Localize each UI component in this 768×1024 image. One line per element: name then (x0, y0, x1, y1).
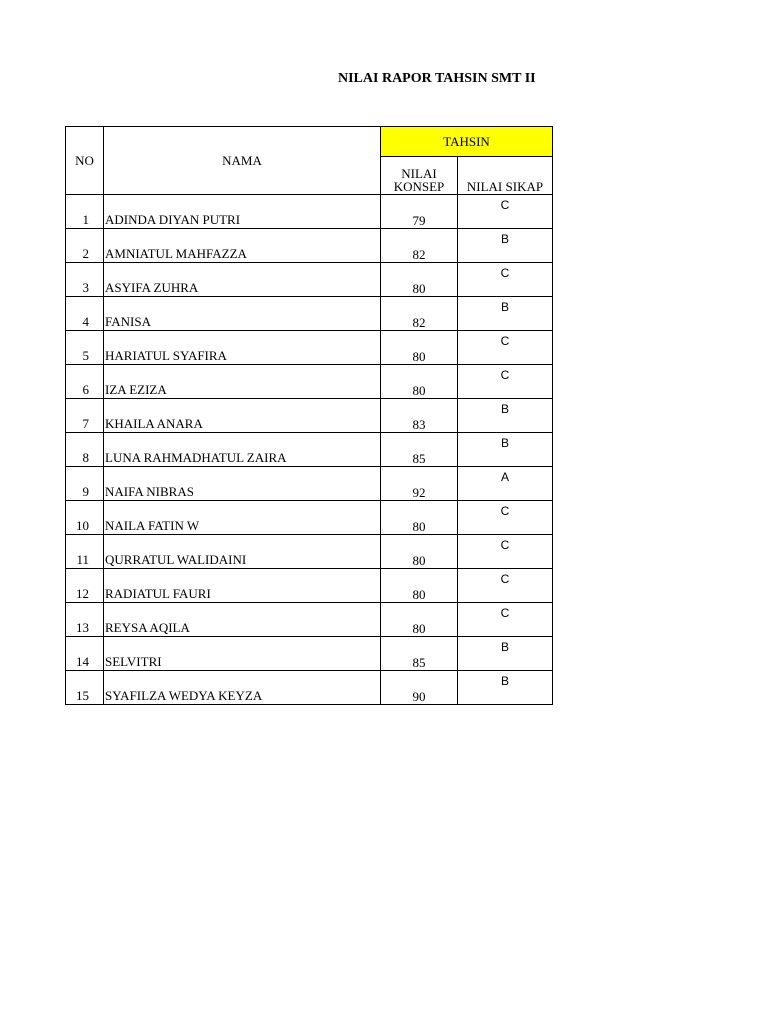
student-name-cell: AMNIATUL MAHFAZZA (104, 229, 381, 263)
nilai-sikap-cell: B (458, 671, 553, 705)
table-row (66, 297, 553, 331)
nilai-sikap-cell: A (458, 467, 553, 501)
nilai-konsep-cell: 85 (381, 637, 458, 671)
table-row (66, 433, 553, 467)
row-number-cell: 5 (66, 331, 104, 365)
page-title: NILAI RAPOR TAHSIN SMT II (338, 71, 536, 86)
table-row (66, 467, 553, 501)
nilai-sikap-cell: C (458, 331, 553, 365)
nilai-sikap-cell: B (458, 637, 553, 671)
nilai-sikap-cell: C (458, 501, 553, 535)
nilai-konsep-cell: 80 (381, 263, 458, 297)
student-name-cell: SYAFILZA WEDYA KEYZA (104, 671, 381, 705)
column-header-nilai-sikap: NILAI SIKAP (458, 157, 553, 195)
nilai-konsep-cell: 80 (381, 569, 458, 603)
nilai-sikap-cell: B (458, 433, 553, 467)
nilai-konsep-cell: 83 (381, 399, 458, 433)
nilai-sikap-cell: B (458, 399, 553, 433)
column-header-nilai-konsep: NILAI KONSEP (381, 157, 458, 195)
student-name-cell: KHAILA ANARA (104, 399, 381, 433)
row-number-cell: 10 (66, 501, 104, 535)
table-row (66, 603, 553, 637)
student-name-cell: FANISA (104, 297, 381, 331)
table-row (66, 671, 553, 705)
table-row (66, 229, 553, 263)
student-name-cell: IZA EZIZA (104, 365, 381, 399)
student-name-cell: SELVITRI (104, 637, 381, 671)
table-body (66, 195, 553, 705)
row-number-cell: 6 (66, 365, 104, 399)
row-number-cell: 13 (66, 603, 104, 637)
student-name-cell: ASYIFA ZUHRA (104, 263, 381, 297)
student-name-cell: ADINDA DIYAN PUTRI (104, 195, 381, 229)
table-header (66, 127, 553, 195)
nilai-sikap-cell: C (458, 535, 553, 569)
table-row (66, 399, 553, 433)
table-row (66, 501, 553, 535)
student-name-cell: NAILA FATIN W (104, 501, 381, 535)
nilai-konsep-cell: 80 (381, 535, 458, 569)
row-number-cell: 2 (66, 229, 104, 263)
student-name-cell: LUNA RAHMADHATUL ZAIRA (104, 433, 381, 467)
student-name-cell: HARIATUL SYAFIRA (104, 331, 381, 365)
grades-table (65, 126, 553, 705)
nilai-konsep-cell: 80 (381, 501, 458, 535)
column-header-nama: NAMA (104, 127, 381, 195)
row-number-cell: 4 (66, 297, 104, 331)
row-number-cell: 9 (66, 467, 104, 501)
row-number-cell: 11 (66, 535, 104, 569)
column-header-no: NO (66, 127, 104, 195)
table-row (66, 263, 553, 297)
column-group-header-tahsin: TAHSIN (381, 127, 553, 157)
nilai-konsep-cell: 79 (381, 195, 458, 229)
nilai-konsep-cell: 85 (381, 433, 458, 467)
nilai-sikap-cell: B (458, 297, 553, 331)
student-name-cell: QURRATUL WALIDAINI (104, 535, 381, 569)
table-row (66, 195, 553, 229)
row-number-cell: 8 (66, 433, 104, 467)
row-number-cell: 14 (66, 637, 104, 671)
nilai-sikap-cell: C (458, 263, 553, 297)
table-row (66, 365, 553, 399)
table-row (66, 569, 553, 603)
nilai-konsep-cell: 90 (381, 671, 458, 705)
nilai-konsep-cell: 82 (381, 229, 458, 263)
row-number-cell: 12 (66, 569, 104, 603)
table-row (66, 535, 553, 569)
row-number-cell: 7 (66, 399, 104, 433)
nilai-sikap-cell: C (458, 603, 553, 637)
nilai-konsep-cell: 92 (381, 467, 458, 501)
nilai-konsep-cell: 80 (381, 603, 458, 637)
student-name-cell: NAIFA NIBRAS (104, 467, 381, 501)
nilai-sikap-cell: B (458, 229, 553, 263)
row-number-cell: 1 (66, 195, 104, 229)
nilai-konsep-cell: 80 (381, 365, 458, 399)
nilai-sikap-cell: C (458, 195, 553, 229)
table-row (66, 331, 553, 365)
nilai-konsep-cell: 80 (381, 331, 458, 365)
student-name-cell: REYSA AQILA (104, 603, 381, 637)
nilai-sikap-cell: C (458, 365, 553, 399)
row-number-cell: 3 (66, 263, 104, 297)
table-row (66, 637, 553, 671)
row-number-cell: 15 (66, 671, 104, 705)
nilai-sikap-cell: C (458, 569, 553, 603)
nilai-konsep-cell: 82 (381, 297, 458, 331)
student-name-cell: RADIATUL FAURI (104, 569, 381, 603)
